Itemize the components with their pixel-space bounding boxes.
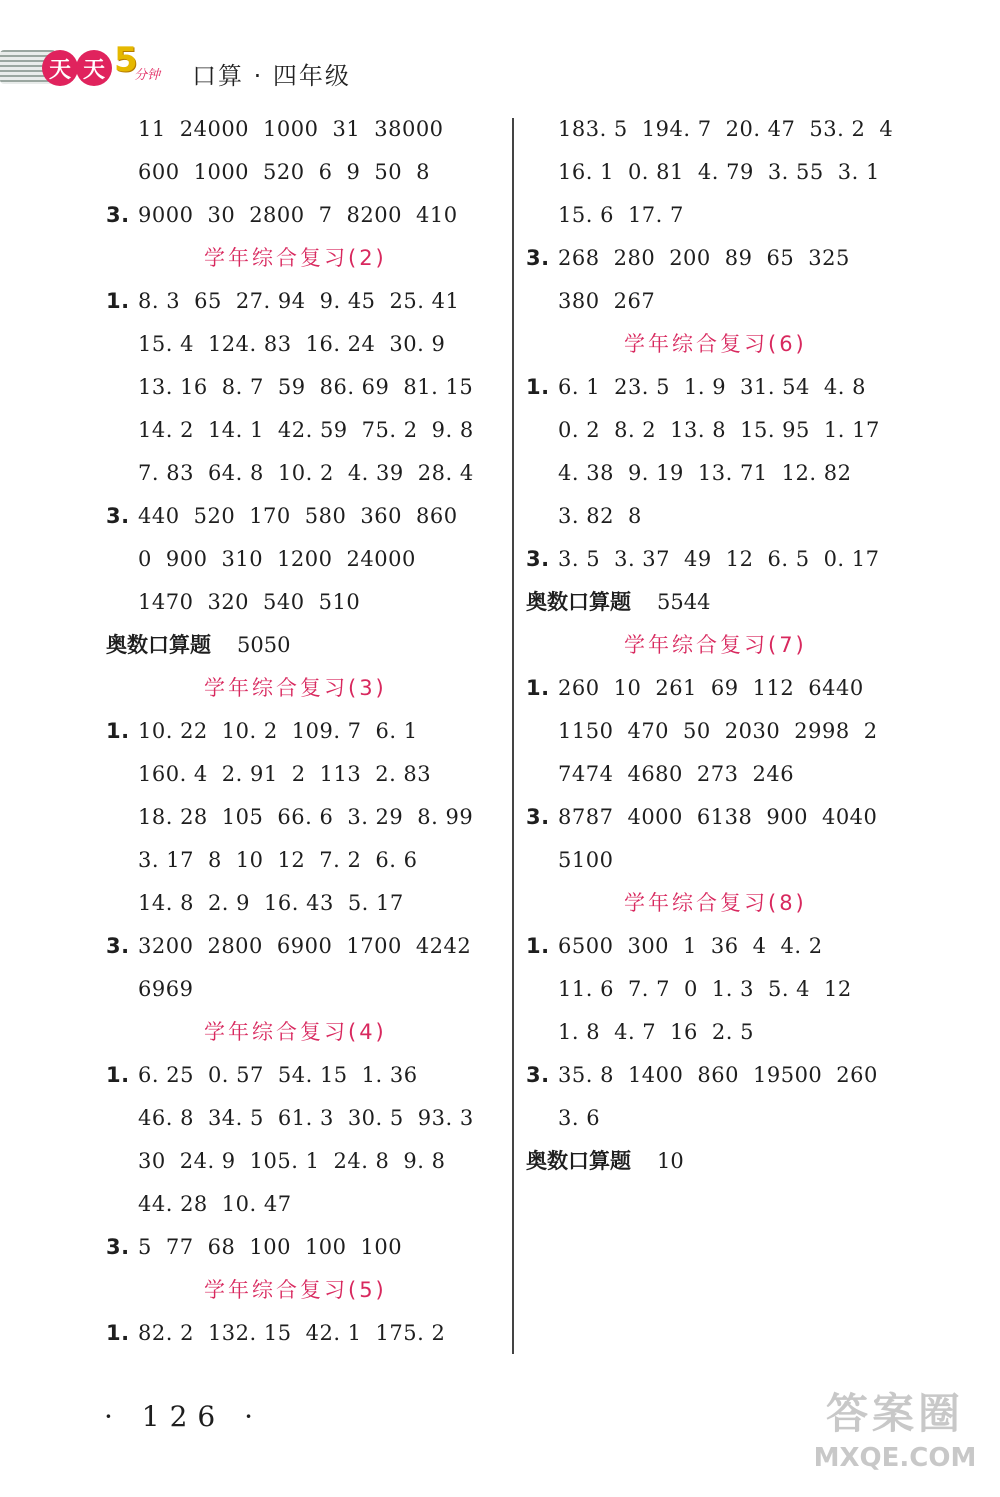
olympiad-answer-line xyxy=(526,581,946,624)
answer-value: 14. 2 xyxy=(138,418,194,442)
answer-line xyxy=(106,452,526,495)
answer-value: 273 xyxy=(696,762,739,786)
answer-value: 100 xyxy=(360,1235,403,1259)
answer-value: 16. 24 xyxy=(305,332,376,356)
answer-value: 7 xyxy=(318,203,333,227)
answer-value: 0. 81 xyxy=(627,160,684,184)
answer-line xyxy=(106,581,526,624)
book-title: 口算 · 四年级 xyxy=(192,62,351,90)
answer-value: 7. 83 xyxy=(138,461,194,485)
answer-value: 59 xyxy=(277,375,306,399)
answer-value: 64. 8 xyxy=(207,461,264,485)
answer-value: 9. 8 xyxy=(431,418,474,442)
question-number: 3. xyxy=(526,805,550,829)
answer-line xyxy=(106,1054,526,1097)
answer-value: 19500 xyxy=(752,1063,823,1087)
answer-value: 160. 4 xyxy=(138,762,208,786)
answer-value: 46. 8 xyxy=(138,1106,194,1130)
answer-value: 36 xyxy=(710,934,739,958)
answer-value: 81. 15 xyxy=(403,375,474,399)
answer-value: 9. 8 xyxy=(403,1149,446,1173)
answer-value: 1 xyxy=(683,934,697,958)
answer-value: 2. 5 xyxy=(711,1020,754,1044)
answer-value: 0. 57 xyxy=(207,1063,264,1087)
answer-value: 6900 xyxy=(276,934,333,958)
answer-value: 194. 7 xyxy=(641,117,712,141)
answer-line xyxy=(106,409,526,452)
answer-value: 77 xyxy=(165,1235,194,1259)
answer-value: 520 xyxy=(193,504,236,528)
answer-line xyxy=(106,538,526,581)
answer-line xyxy=(106,839,526,882)
answer-line xyxy=(106,194,526,237)
answer-value: 510 xyxy=(318,590,361,614)
answer-value: 3. 29 xyxy=(347,805,404,829)
question-number: 1. xyxy=(526,375,550,399)
answer-value: 105. 1 xyxy=(249,1149,320,1173)
answer-value: 2 xyxy=(291,762,306,786)
answer-value: 124. 83 xyxy=(207,332,292,356)
answer-value: 38000 xyxy=(374,117,444,141)
answer-value: 82. 2 xyxy=(138,1321,194,1345)
answer-value: 89 xyxy=(724,246,753,270)
brand-subtext: 分钟 xyxy=(134,68,161,83)
answer-line xyxy=(106,108,526,151)
answer-value: 1700 xyxy=(346,934,402,958)
answer-value: 170 xyxy=(249,504,291,528)
answer-line xyxy=(106,1140,526,1183)
answer-value: 2 xyxy=(863,719,878,743)
answer-value: 470 xyxy=(627,719,670,743)
answer-value: 380 xyxy=(558,289,600,313)
answer-value: 3. 6 xyxy=(558,1106,601,1130)
question-number: 3. xyxy=(106,934,130,958)
answer-value: 4. 2 xyxy=(780,934,823,958)
answer-value: 12 xyxy=(277,848,306,872)
answer-value: 6. 1 xyxy=(558,375,601,399)
answer-value: 12 xyxy=(824,977,852,1001)
answer-value: 4. 8 xyxy=(823,375,866,399)
answer-value: 105 xyxy=(221,805,264,829)
answer-value: 3. 37 xyxy=(614,547,671,571)
answer-value: 13. 16 xyxy=(138,375,208,399)
answer-value: 8. 3 xyxy=(138,289,181,313)
answer-line xyxy=(526,667,946,710)
page-header xyxy=(0,38,420,98)
answer-line xyxy=(106,968,526,1011)
answer-value: 320 xyxy=(207,590,250,614)
olympiad-label: 奥数口算题 xyxy=(106,633,211,657)
answer-line xyxy=(526,495,946,538)
answer-value: 15. 4 xyxy=(138,332,194,356)
answer-value: 5. 17 xyxy=(347,891,404,915)
answer-value: 18. 28 xyxy=(138,805,208,829)
answer-value: 9. 45 xyxy=(319,289,376,313)
question-number: 1. xyxy=(526,676,550,700)
answer-line xyxy=(106,151,526,194)
olympiad-answer-line xyxy=(526,1140,946,1183)
answer-line xyxy=(106,1226,526,1269)
answer-line xyxy=(526,1054,946,1097)
answer-value: 20. 47 xyxy=(725,117,796,141)
olympiad-answer-line xyxy=(106,624,526,667)
answer-value: 6969 xyxy=(138,977,194,1001)
answer-value: 0. 17 xyxy=(823,547,880,571)
answer-value: 30 xyxy=(138,1149,166,1173)
answer-value: 260 xyxy=(558,676,600,700)
answer-value: 1. 9 xyxy=(684,375,727,399)
answer-value: 4242 xyxy=(415,934,472,958)
watermark-url: MXQE.COM xyxy=(813,1443,977,1473)
brand-badge-2: 天 xyxy=(76,50,112,86)
answer-value: 1. 36 xyxy=(361,1063,418,1087)
answer-value: 11. 6 xyxy=(558,977,614,1001)
answer-value: 4. 39 xyxy=(347,461,404,485)
answer-value: 17. 7 xyxy=(627,203,684,227)
answer-value: 13. 71 xyxy=(697,461,768,485)
question-number: 3. xyxy=(526,246,550,270)
answer-value: 3200 xyxy=(138,934,194,958)
answer-value: 860 xyxy=(415,504,458,528)
answer-value: 8 xyxy=(627,504,642,528)
answer-line xyxy=(106,796,526,839)
answer-line xyxy=(106,1097,526,1140)
answer-value: 7474 xyxy=(558,762,614,786)
answer-line xyxy=(106,366,526,409)
answer-value: 54. 15 xyxy=(277,1063,348,1087)
answer-value: 1. 17 xyxy=(823,418,880,442)
answer-line xyxy=(106,882,526,925)
section-heading: 学年综合复习(2) xyxy=(204,246,387,270)
answer-value: 8787 xyxy=(558,805,614,829)
question-number: 3. xyxy=(526,1063,550,1087)
answer-value: 86. 69 xyxy=(319,375,390,399)
answer-value: 1400 xyxy=(627,1063,684,1087)
answer-value: 6. 5 xyxy=(767,547,810,571)
answer-value: 31 xyxy=(332,117,361,141)
answer-value: 2. 83 xyxy=(375,762,432,786)
question-number: 3. xyxy=(106,203,130,227)
answer-value: 540 xyxy=(263,590,305,614)
olympiad-value: 5050 xyxy=(237,633,291,657)
answer-value: 6 xyxy=(318,160,333,184)
answer-value: 2. 91 xyxy=(221,762,278,786)
watermark-logo xyxy=(800,1388,990,1488)
answer-value: 267 xyxy=(613,289,656,313)
answer-line xyxy=(106,753,526,796)
answer-value: 4. 7 xyxy=(614,1020,657,1044)
answer-value: 1200 xyxy=(277,547,333,571)
section-heading: 学年综合复习(6) xyxy=(624,332,807,356)
answer-value: 12. 82 xyxy=(781,461,852,485)
answer-value: 15. 95 xyxy=(740,418,810,442)
answer-value: 132. 15 xyxy=(207,1321,292,1345)
answer-line xyxy=(526,710,946,753)
answer-value: 69 xyxy=(710,676,739,700)
answer-value: 10. 22 xyxy=(138,719,208,743)
answer-value: 4000 xyxy=(627,805,683,829)
answer-value: 1150 xyxy=(558,719,614,743)
answer-value: 27. 94 xyxy=(235,289,306,313)
answer-value: 6138 xyxy=(696,805,753,829)
question-number: 1. xyxy=(106,289,130,313)
answer-line xyxy=(106,1312,526,1355)
answer-value: 6. 25 xyxy=(138,1063,194,1087)
answer-value: 3. 82 xyxy=(558,504,614,528)
answer-value: 14. 8 xyxy=(138,891,194,915)
section-heading: 学年综合复习(4) xyxy=(204,1020,387,1044)
answer-value: 75. 2 xyxy=(361,418,418,442)
answer-value: 10 xyxy=(613,676,642,700)
brand-badge-1: 天 xyxy=(42,50,78,86)
olympiad-label: 奥数口算题 xyxy=(526,1149,631,1173)
answer-value: 8. 2 xyxy=(614,418,657,442)
answer-value: 200 xyxy=(669,246,711,270)
olympiad-value: 10 xyxy=(657,1149,684,1173)
answer-value: 23. 5 xyxy=(614,375,671,399)
answer-line xyxy=(526,108,946,151)
answer-value: 12 xyxy=(725,547,754,571)
answer-value: 44. 28 xyxy=(138,1192,208,1216)
answer-value: 1. 3 xyxy=(711,977,754,1001)
answer-value: 10. 47 xyxy=(221,1192,292,1216)
answer-value: 31. 54 xyxy=(740,375,810,399)
answer-value: 28. 4 xyxy=(417,461,474,485)
answer-value: 24000 xyxy=(346,547,416,571)
answer-value: 100 xyxy=(249,1235,291,1259)
answer-value: 900 xyxy=(766,805,808,829)
answer-line xyxy=(526,366,946,409)
answer-value: 14. 1 xyxy=(207,418,264,442)
answer-value: 9. 19 xyxy=(627,461,684,485)
answer-line xyxy=(526,1011,946,1054)
answer-line xyxy=(526,925,946,968)
answer-value: 30. 5 xyxy=(347,1106,404,1130)
answer-value: 24. 8 xyxy=(333,1149,390,1173)
answer-value: 10. 2 xyxy=(277,461,334,485)
question-number: 1. xyxy=(106,719,130,743)
answer-value: 65 xyxy=(194,289,222,313)
answer-value: 113 xyxy=(319,762,362,786)
answer-value: 310 xyxy=(221,547,264,571)
answer-value: 860 xyxy=(697,1063,739,1087)
right-column xyxy=(526,108,946,1183)
answer-value: 3. 55 xyxy=(767,160,824,184)
answer-value: 7. 7 xyxy=(627,977,671,1001)
answer-value: 2800 xyxy=(207,934,263,958)
answer-value: 49 xyxy=(684,547,712,571)
answer-value: 580 xyxy=(304,504,347,528)
answer-value: 0. 2 xyxy=(558,418,601,442)
section-heading: 学年综合复习(8) xyxy=(624,891,807,915)
question-number: 3. xyxy=(106,1235,130,1259)
page-number: · 126 · xyxy=(104,1400,264,1433)
answer-value: 24. 9 xyxy=(179,1149,236,1173)
answer-line xyxy=(526,839,946,882)
watermark-text: 答案圈 xyxy=(825,1389,964,1438)
answer-value: 35. 8 xyxy=(558,1063,614,1087)
answer-value: 5. 4 xyxy=(767,977,811,1001)
answer-value: 175. 2 xyxy=(375,1321,446,1345)
answer-value: 109. 7 xyxy=(291,719,362,743)
answer-value: 93. 3 xyxy=(417,1106,474,1130)
answer-value: 3. 5 xyxy=(558,547,601,571)
answer-line xyxy=(526,796,946,839)
answer-value: 3. 1 xyxy=(837,160,880,184)
question-number: 3. xyxy=(106,504,130,528)
answer-value: 8200 xyxy=(346,203,402,227)
answer-value: 2998 xyxy=(794,719,850,743)
answer-line xyxy=(526,968,946,1011)
answer-value: 8 xyxy=(207,848,222,872)
answer-value: 2. 9 xyxy=(207,891,251,915)
answer-line xyxy=(106,710,526,753)
answer-value: 1. 8 xyxy=(558,1020,601,1044)
answer-value: 42. 1 xyxy=(305,1321,362,1345)
answer-value: 50 xyxy=(374,160,403,184)
answer-value: 10 xyxy=(235,848,264,872)
answer-value: 1470 xyxy=(138,590,194,614)
answer-value: 4. 79 xyxy=(697,160,754,184)
answer-value: 183. 5 xyxy=(558,117,628,141)
section-heading: 学年综合复习(5) xyxy=(204,1278,387,1302)
answer-line xyxy=(526,237,946,280)
section-heading: 学年综合复习(7) xyxy=(624,633,807,657)
answer-value: 42. 59 xyxy=(277,418,348,442)
question-number: 1. xyxy=(106,1063,130,1087)
answer-value: 4. 38 xyxy=(558,461,614,485)
answer-value: 0 xyxy=(138,547,152,571)
answer-line xyxy=(106,495,526,538)
answer-value: 900 xyxy=(165,547,208,571)
answer-value: 6500 xyxy=(558,934,614,958)
answer-value: 10. 2 xyxy=(221,719,278,743)
answer-line xyxy=(526,194,946,237)
answer-value: 6. 1 xyxy=(375,719,418,743)
brand-five: 5 xyxy=(114,40,138,80)
answer-value: 300 xyxy=(627,934,670,958)
answer-value: 50 xyxy=(683,719,711,743)
answer-value: 30. 9 xyxy=(389,332,446,356)
answer-line xyxy=(526,280,946,323)
answer-line xyxy=(526,538,946,581)
answer-value: 9 xyxy=(346,160,361,184)
answer-value: 600 xyxy=(138,160,180,184)
answer-value: 100 xyxy=(304,1235,347,1259)
answer-value: 15. 6 xyxy=(558,203,614,227)
answer-value: 360 xyxy=(360,504,402,528)
answer-value: 34. 5 xyxy=(207,1106,264,1130)
question-number: 1. xyxy=(526,934,550,958)
answer-value: 0 xyxy=(684,977,698,1001)
question-number: 3. xyxy=(526,547,550,571)
answer-value: 520 xyxy=(263,160,305,184)
answer-value: 4 xyxy=(879,117,894,141)
answer-line xyxy=(106,1183,526,1226)
answer-value: 65 xyxy=(766,246,795,270)
answer-value: 261 xyxy=(655,676,697,700)
answer-value: 325 xyxy=(808,246,850,270)
answer-value: 5100 xyxy=(558,848,614,872)
answer-value: 1000 xyxy=(263,117,319,141)
answer-value: 16. 1 xyxy=(558,160,614,184)
olympiad-value: 5544 xyxy=(657,590,711,614)
answer-line xyxy=(526,151,946,194)
answer-value: 11 xyxy=(138,117,166,141)
left-column xyxy=(106,108,526,1355)
answer-value: 16 xyxy=(670,1020,698,1044)
answer-value: 6440 xyxy=(808,676,864,700)
answer-value: 280 xyxy=(613,246,656,270)
answer-value: 3. 17 xyxy=(138,848,194,872)
answer-line xyxy=(526,753,946,796)
answer-value: 4680 xyxy=(627,762,683,786)
answer-value: 410 xyxy=(415,203,458,227)
answer-value: 8 xyxy=(416,160,430,184)
answer-value: 6. 6 xyxy=(375,848,418,872)
answer-value: 68 xyxy=(207,1235,236,1259)
answer-value: 1000 xyxy=(193,160,250,184)
answer-value: 53. 2 xyxy=(809,117,866,141)
answer-value: 9000 xyxy=(138,203,194,227)
answer-value: 66. 6 xyxy=(277,805,334,829)
answer-value: 30 xyxy=(207,203,236,227)
answer-line xyxy=(526,1097,946,1140)
answer-value: 5 xyxy=(138,1235,152,1259)
answer-value: 25. 41 xyxy=(389,289,460,313)
answer-value: 112 xyxy=(752,676,795,700)
answer-value: 2030 xyxy=(724,719,781,743)
answer-value: 2800 xyxy=(249,203,305,227)
answer-line xyxy=(106,323,526,366)
answer-line xyxy=(106,925,526,968)
answer-value: 16. 43 xyxy=(264,891,334,915)
answer-value: 8. 99 xyxy=(417,805,474,829)
answer-line xyxy=(526,409,946,452)
answer-value: 13. 8 xyxy=(670,418,727,442)
answer-value: 440 xyxy=(138,504,180,528)
olympiad-label: 奥数口算题 xyxy=(526,590,631,614)
section-heading: 学年综合复习(3) xyxy=(204,676,387,700)
answer-value: 268 xyxy=(558,246,600,270)
question-number: 1. xyxy=(106,1321,130,1345)
answer-value: 24000 xyxy=(179,117,250,141)
answer-value: 260 xyxy=(836,1063,878,1087)
answer-value: 61. 3 xyxy=(277,1106,334,1130)
answer-line xyxy=(526,452,946,495)
answer-value: 246 xyxy=(752,762,795,786)
answer-value: 8. 7 xyxy=(221,375,264,399)
answer-value: 4 xyxy=(752,934,767,958)
answer-value: 7. 2 xyxy=(319,848,362,872)
answer-line xyxy=(106,280,526,323)
answer-value: 4040 xyxy=(821,805,878,829)
